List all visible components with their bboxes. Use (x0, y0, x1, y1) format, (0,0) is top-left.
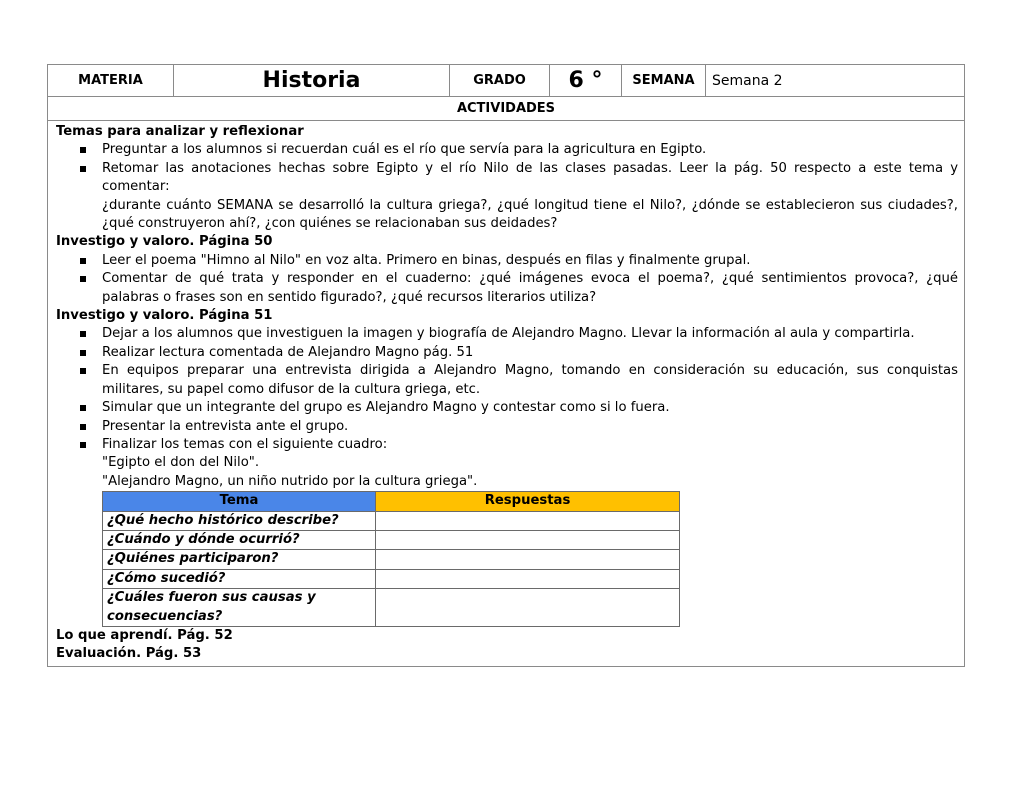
list-item: Dejar a los alumnos que investiguen la imagen y biografía de Alejandro Magno. Llevar la información al aula y compartirla. (56, 325, 958, 343)
question-paragraph: ¿durante cuánto SEMANA se desarrolló la cultura griega?, ¿qué longitud tiene el Nilo?, ¿dónde se establecieron sus ciudades?, ¿qué construyeron ahí?, ¿con quiénes se relacionaban sus deidades? (102, 197, 958, 232)
header-row (48, 65, 964, 97)
section-title: Lo que aprendí. Pág. 52 (56, 627, 233, 643)
table-row (103, 589, 680, 627)
list-item: Finalizar los temas con el siguiente cuadro: (56, 436, 958, 454)
materia-value: Historia (174, 65, 450, 96)
list-item: Simular que un integrante del grupo es Alejandro Magno y contestar como si lo fuera. (56, 399, 958, 417)
actividades-heading: ACTIVIDADES (48, 97, 964, 121)
table-row (103, 511, 680, 530)
list-item: Presentar la entrevista ante el grupo. (56, 418, 958, 436)
question-cell: ¿Cuándo y dónde ocurrió? (103, 530, 376, 549)
bullet-list (56, 141, 958, 196)
bullet-list (56, 325, 958, 454)
list-item: Realizar lectura comentada de Alejandro Magno pág. 51 (56, 344, 958, 362)
table-row (103, 569, 680, 588)
tema-header: Tema (103, 492, 376, 511)
table-row (103, 550, 680, 569)
section-title: Investigo y valoro. Página 51 (56, 308, 273, 324)
question-cell: ¿Quiénes participaron? (103, 550, 376, 569)
list-item: Preguntar a los alumnos si recuerdan cuál es el río que servía para la agricultura en Egipto. (56, 141, 958, 159)
respuestas-header: Respuestas (376, 492, 680, 511)
answer-cell[interactable] (376, 550, 680, 569)
answer-cell[interactable] (376, 589, 680, 627)
activities-body (48, 121, 964, 666)
summary-table (102, 491, 680, 627)
grado-label: GRADO (450, 65, 550, 96)
grado-value: 6 ° (550, 65, 622, 96)
answer-cell[interactable] (376, 530, 680, 549)
question-cell: ¿Cuáles fueron sus causas y consecuencias? (103, 589, 376, 627)
list-item: Comentar de qué trata y responder en el cuaderno: ¿qué imágenes evoca el poema?, ¿qué sentimientos provoca?, ¿qué palabras o frases son en sentido figurado?, ¿qué recursos literarios utiliza? (56, 270, 958, 307)
quote-line: "Egipto el don del Nilo". (102, 455, 260, 471)
lesson-plan-table (47, 64, 965, 667)
semana-label: SEMANA (622, 65, 706, 96)
materia-label: MATERIA (48, 65, 174, 96)
section-title: Investigo y valoro. Página 50 (56, 234, 273, 250)
table-row (103, 530, 680, 549)
question-cell: ¿Cómo sucedió? (103, 569, 376, 588)
answer-cell[interactable] (376, 511, 680, 530)
quote-line: "Alejandro Magno, un niño nutrido por la cultura griega". (102, 473, 478, 489)
bullet-list (56, 252, 958, 307)
question-cell: ¿Qué hecho histórico describe? (103, 511, 376, 530)
section-title: Temas para analizar y reflexionar (56, 124, 304, 139)
section-title: Evaluación. Pág. 53 (56, 646, 202, 662)
list-item: Retomar las anotaciones hechas sobre Egipto y el río Nilo de las clases pasadas. Leer la pág. 50 respecto a este tema y comentar: (56, 160, 958, 197)
list-item: Leer el poema "Himno al Nilo" en voz alta. Primero en binas, después en filas y finalmente grupal. (56, 252, 958, 270)
answer-cell[interactable] (376, 569, 680, 588)
semana-value: Semana 2 (712, 72, 783, 89)
list-item: En equipos preparar una entrevista dirigida a Alejandro Magno, tomando en consideración su educación, sus conquistas militares, su papel como difusor de la cultura griega, etc. (56, 362, 958, 399)
